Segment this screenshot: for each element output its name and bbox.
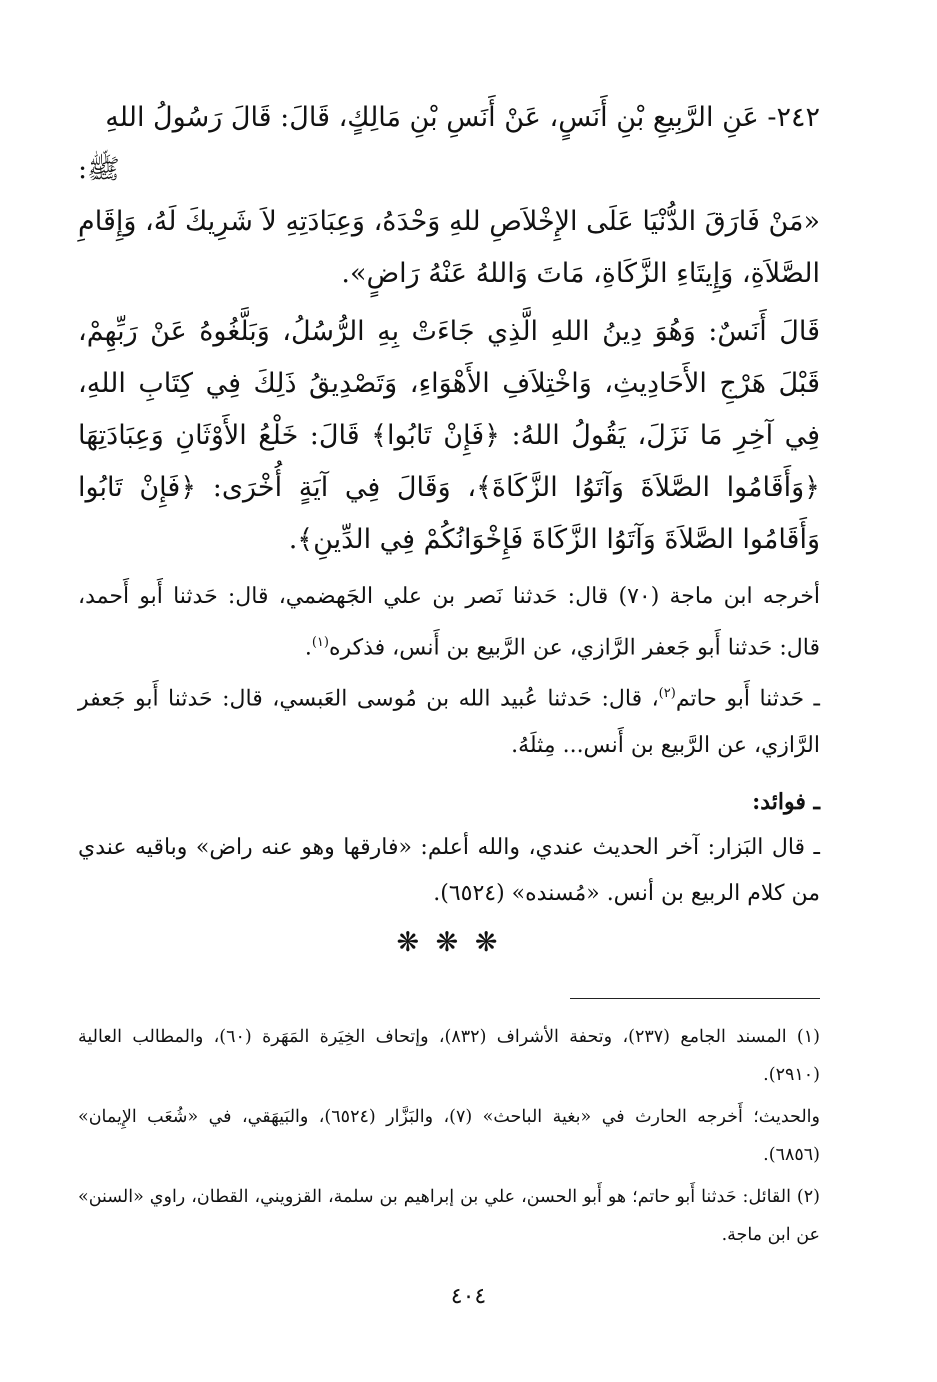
hadith-isnad: ٢٤٢- عَنِ الرَّبِيعِ بْنِ أَنَسٍ، عَنْ أَنَسِ بْنِ مَالِكٍ، قَالَ: قَالَ رَسُولُ اللهِ — [105, 102, 820, 133]
footnote-1-continued: والحديث؛ أَخرجه الحارث في «بغية الباحث» (٧)، والبَزَّار (٦٥٢٤)، والبَيهَقي، في «شُعَب الإِيمان» (٦٨٥٦). — [78, 1107, 820, 1165]
takhrij-paragraph-1 — [78, 574, 820, 671]
footnotes — [78, 1018, 820, 1258]
takhrij-section — [78, 574, 820, 917]
section-separator: ❋ ❋ ❋ — [396, 926, 502, 958]
takhrij-text-1: أخرجه ابن ماجة (٧٠) قال: حَدثنا نَصر بن علي الجَهضمي، قال: حَدثنا أَبو أَحمد، قال: حَدثنا أَبو جَعفر الرَّازي، عن الرَّبيع بن أَنس، فذكره — [78, 584, 821, 661]
page-body — [78, 92, 820, 957]
narrator-comment: قَالَ أَنَسٌ: وَهُوَ دِينُ اللهِ الَّذِي جَاءَتْ بِهِ الرُّسُلُ، وَبَلَّغُوهُ عَنْ رَبِّهِمْ، قَبْلَ هَرْجِ الأَحَادِيثِ، وَاخْتِلاَفِ الأَهْوَاءِ، وَتَصْدِيقُ ذَلِكَ فِي كِتَابِ اللهِ، فِي آخِرِ مَا نَزَلَ، يَقُولُ اللهُ: ﴿فَإِنْ تَابُوا﴾ قَالَ: خَلْعُ الأَوْثَانِ وَعِبَادَتِهَا ﴿وَأَقَامُوا الصَّلاَةَ وَآتَوُا الزَّكَاةَ﴾، وَقَالَ فِي آيَةٍ أُخْرَى: ﴿فَإِنْ تَابُوا وَأَقَامُوا الصَّلاَةَ وَآتَوُا الزَّكَاةَ فَإِخْوَانُكُمْ فِي الدِّينِ﴾. — [78, 316, 820, 555]
footnote-1: (١) المسند الجامع (٢٣٧)، وتحفة الأشراف (٨٣٢)، وإتحاف الخِيَرة المَهَرة (٦٠)، والمطالب العالية (٢٩١٠). — [78, 1027, 820, 1085]
takhrij-paragraph-3: ـ قال البَزار: آخر الحديث عندي، والله أعلم: «فارقها وهو عنه راض» وباقيه عندي من كلام الربيع بن أنس. «مُسنده» (٦٥٢٤). — [78, 834, 820, 906]
footnote-ref-1: (١) — [311, 635, 329, 650]
footnote-2: (٢) القائل: حَدثنا أَبو حاتم؛ هو أَبو الحسن، علي بن إبراهيم بن سلمة، القزويني، القطان، راوي «السنن» عن ابن ماجة. — [78, 1187, 820, 1245]
takhrij-text-2b: ، قال: حَدثنا عُبيد الله بن مُوسى العَبسي، قال: حَدثنا أَبو جَعفر الرَّازي، عن الرَّبيع بن أَنس... مِثلَهُ. — [78, 686, 820, 758]
page-number: ٤٠٤ — [450, 1284, 487, 1309]
takhrij-text-2a: ـ حَدثنا أَبو حاتم — [675, 686, 820, 712]
takhrij-paragraph-2 — [78, 671, 820, 768]
takhrij-text-1-end: . — [304, 635, 312, 661]
fawaid-heading: ـ فوائد: — [752, 788, 820, 815]
footnote-rule — [570, 998, 820, 999]
hadith-matn: «مَنْ فَارَقَ الدُّنْيَا عَلَى الإِخْلاَصِ للهِ وَحْدَهُ، وَعِبَادَتِهِ لاَ شَرِيكَ لَهُ، وَإِقَامِ الصَّلاَةِ، وَإِيتَاءِ الزَّكَاةِ، مَاتَ وَاللهُ عَنْهُ رَاضٍ». — [78, 206, 820, 289]
salawat-glyph: ﷺ: — [78, 154, 120, 185]
footnote-ref-2: (٢) — [658, 686, 676, 702]
